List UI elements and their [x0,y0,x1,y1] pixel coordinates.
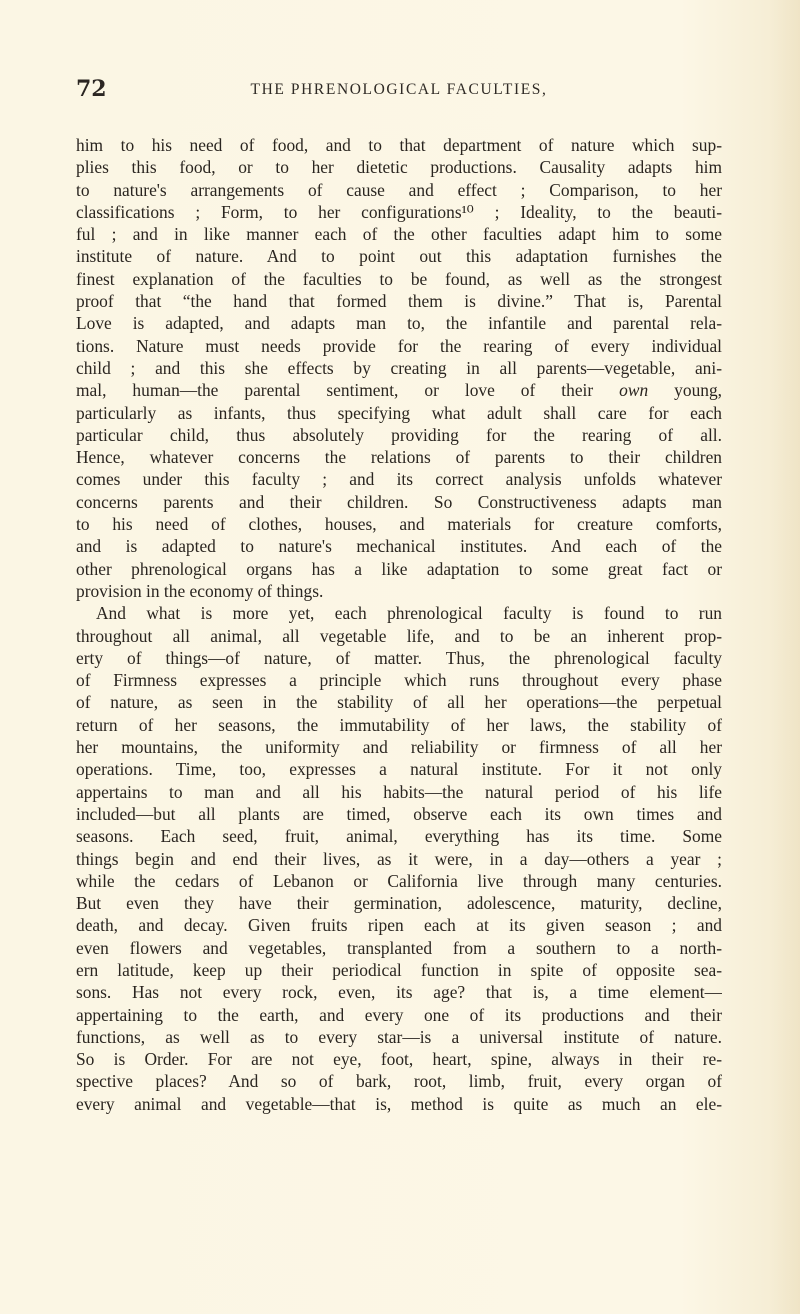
text-line: things begin and end their lives, as it were, in a day—others a year ; [76,848,722,869]
text-line: return of her seasons, the immutability of her laws, the stability of [76,714,722,735]
text-line: to his need of clothes, houses, and materials for creature comforts, [76,514,722,535]
running-head: THE PHRENOLOGICAL FACULTIES, [250,81,548,98]
text-line: while the cedars of Lebanon or California live through many centuries. [76,870,722,891]
text-line: death, and decay. Given fruits ripen each at its given season ; and [76,915,722,936]
text-line: appertaining to the earth, and every one of its productions and their [76,1004,722,1025]
text-line: child ; and this she effects by creating in all parents—vegetable, ani- [76,357,722,378]
text-line: to nature's arrangements of cause and effect ; Comparison, to her [76,179,722,200]
italic-emphasis: own [619,380,649,401]
text-line: every animal and vegetable—that is, method is quite as much an ele- [76,1093,722,1114]
text-line: proof that “the hand that formed them is divine.” That is, Parental [76,291,722,312]
text-line: particularly as infants, thus specifying what adult shall care for each [76,402,722,423]
text-line: Hence, whatever concerns the relations of parents to their children [76,447,722,468]
text-line: of Firmness expresses a principle which runs throughout every phase [76,670,722,691]
text-line: ful ; and in like manner each of the other faculties adapt him to some [76,224,722,245]
text-line: her mountains, the uniformity and reliability or firmness of all her [76,737,722,758]
text-line: appertains to man and all his habits—the natural period of his life [76,781,722,802]
text-line: institute of nature. And to point out this adaptation furnishes the [76,246,722,267]
page-header [76,76,722,106]
text-line: So is Order. For are not eye, foot, heart, spine, always in their re- [76,1049,722,1070]
text-line: functions, as well as to every star—is a universal institute of nature. [76,1026,722,1047]
text-line: him to his need of food, and to that department of nature which sup- [76,135,722,155]
text-line: sons. Has not every rock, even, its age? that is, a time element— [76,982,722,1003]
text-line: even flowers and vegetables, transplanted from a southern to a north- [76,937,722,958]
text-line: classifications ; Form, to her configurations¹⁰ ; Ideality, to the beauti- [76,201,722,222]
text-line: seasons. Each seed, fruit, animal, everything has its time. Some [76,826,722,847]
text-line: spective places? And so of bark, root, limb, fruit, every organ of [76,1071,722,1092]
text-line: plies this food, or to her dietetic productions. Causality adapts him [76,157,722,178]
text-line: But even they have their germination, adolescence, maturity, decline, [76,893,722,914]
text-line: concerns parents and their children. So Constructiveness adapts man [76,491,722,512]
body-text [76,134,722,1115]
paragraph-start-line: And what is more yet, each phrenological faculty is found to run [96,603,722,624]
text-line: finest explanation of the faculties to be found, as well as the strongest [76,268,722,289]
text-line: included—but all plants are timed, observe each its own times and [76,803,722,824]
text-line: operations. Time, too, expresses a natural institute. For it not only [76,759,722,780]
text-line: ern latitude, keep up their periodical function in spite of opposite sea- [76,959,722,980]
text-line: and is adapted to nature's mechanical institutes. And each of the [76,536,722,557]
text-line: particular child, thus absolutely providing for the rearing of all. [76,424,722,445]
text-line: tions. Nature must needs provide for the rearing of every individual [76,335,722,356]
text-line: Love is adapted, and adapts man to, the infantile and parental rela- [76,313,722,334]
paragraph-end-line: provision in the economy of things. [76,580,324,601]
text-line: other phrenological organs has a like adaptation to some great fact or [76,558,722,579]
page-number: 72 [76,76,107,102]
text-line-with-italic: mal, human—the parental sentiment, or love of their own young, [76,380,722,401]
text-line: erty of things—of nature, of matter. Thus, the phrenological faculty [76,647,722,668]
text-line: comes under this faculty ; and its correct analysis unfolds whatever [76,469,722,490]
text-line: of nature, as seen in the stability of all her operations—the perpetual [76,692,722,713]
text-line: throughout all animal, all vegetable life, and to be an inherent prop- [76,625,722,646]
